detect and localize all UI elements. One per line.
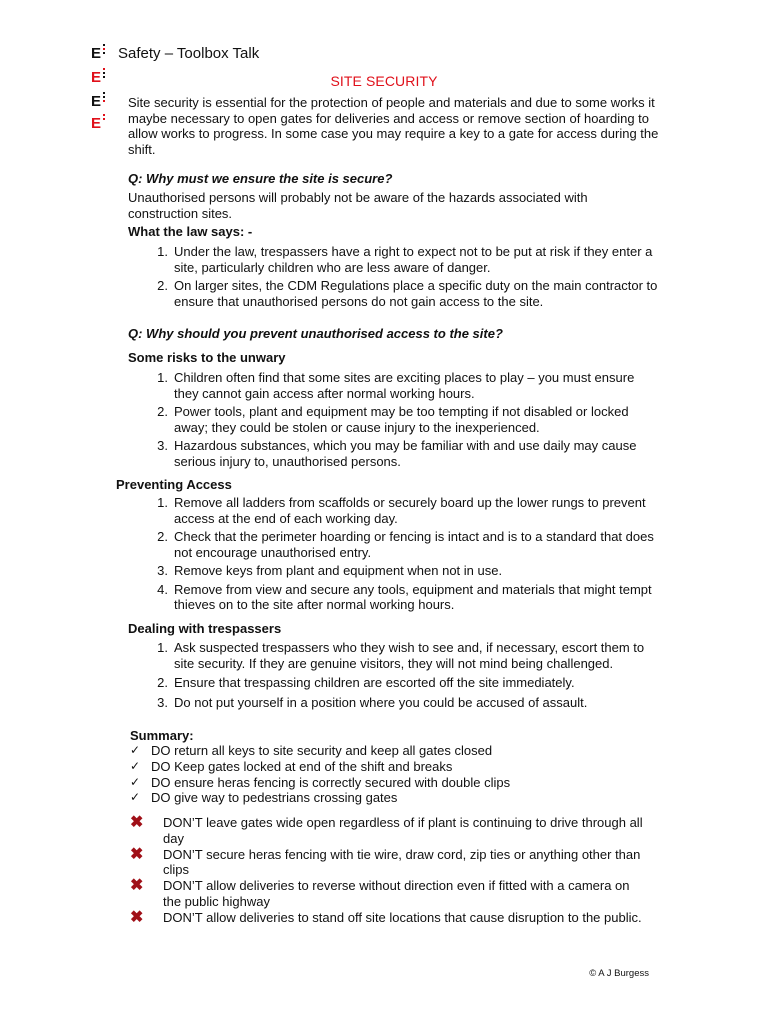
trespassers-list bbox=[157, 640, 649, 710]
list-item: 1. Ask suspected trespassers who they wish to see and, if necessary, escort them to site security. If they are genuine visitors, they will not mind being challenged. bbox=[157, 640, 645, 671]
intro-paragraph: Site security is essential for the protection of people and materials and due to some works it maybe necessary to open gates for deliveries and access or remove section of hoarding to allow works to progress. In some case you may require a key to a gate for access during the shift. bbox=[128, 95, 659, 157]
list-item: 2. Power tools, plant and equipment may be too tempting if not disabled or locked away; they could be stolen or cause injury to the inexperienced. bbox=[157, 404, 629, 435]
summary-heading: Summary: bbox=[130, 728, 194, 743]
question-2: Q: Why should you prevent unauthorised access to the site? bbox=[128, 326, 503, 341]
list-item: 1. Remove all ladders from scaffolds or securely board up the lower rungs to prevent access at the end of each working day. bbox=[157, 495, 646, 526]
question-1: Q: Why must we ensure the site is secure? bbox=[128, 171, 393, 186]
cross-icon: ✖ bbox=[130, 877, 144, 894]
cross-icon: ✖ bbox=[130, 908, 144, 926]
cross-icon: ✖ bbox=[130, 814, 144, 831]
dont-item: ✖ DON’T leave gates wide open regardless of if plant is continuing to drive through all day bbox=[130, 814, 643, 846]
dont-item: ✖ DON’T secure heras fencing with tie wire, draw cord, zip ties or anything other than clips bbox=[130, 845, 641, 877]
do-item: ✓ DO ensure heras fencing is correctly secured with double clips bbox=[130, 774, 511, 790]
logo-letter: E bbox=[91, 115, 102, 132]
checkmark-icon: ✓ bbox=[130, 774, 141, 789]
do-item: ✓ DO return all keys to site security and keep all gates closed bbox=[130, 743, 493, 758]
list-item: 3. Remove keys from plant and equipment when not in use. bbox=[157, 563, 503, 578]
document-title: SITE SECURITY bbox=[330, 73, 438, 89]
dont-item: ✖ DON’T allow deliveries to reverse without direction even if fitted with a camera on the public highway bbox=[130, 877, 630, 909]
logo-dots bbox=[103, 114, 106, 122]
preventing-list bbox=[157, 495, 659, 613]
list-item: 3. Do not put yourself in a position where you could be accused of assault. bbox=[157, 694, 588, 710]
cross-icon: ✖ bbox=[130, 845, 144, 863]
do-list bbox=[130, 743, 510, 806]
list-item: 4. Remove from view and secure any tools, equipment and materials that might tempt thieves on to the site after normal working hours. bbox=[157, 581, 652, 612]
law-list bbox=[157, 244, 664, 309]
checkmark-icon: ✓ bbox=[130, 758, 141, 773]
list-item: 1. Children often find that some sites are exciting places to play – you must ensure they cannot gain access after normal working hours. bbox=[157, 370, 635, 401]
checkmark-icon: ✓ bbox=[130, 743, 141, 757]
header-title: Safety – Toolbox Talk bbox=[118, 45, 260, 62]
do-item: ✓ DO give way to pedestrians crossing gates bbox=[130, 790, 398, 806]
list-item: 1. Under the law, trespassers have a right to expect not to be put at risk if they enter a site, particularly children who are less aware of danger. bbox=[157, 244, 653, 275]
risks-heading: Some risks to the unwary bbox=[128, 350, 286, 365]
answer-1: Unauthorised persons will probably not be aware of the hazards associated with construction sites. bbox=[128, 190, 588, 221]
list-item: 3. Hazardous substances, which you may be familiar with and use daily may cause serious injury to, unauthorised persons. bbox=[157, 438, 637, 469]
dont-list bbox=[130, 815, 650, 926]
law-heading: What the law says: - bbox=[128, 224, 253, 239]
logo-letter: E bbox=[91, 45, 102, 62]
list-item: 2. Check that the perimeter hoarding or fencing is intact and is to a standard that does not encourage unauthorised entry. bbox=[157, 529, 654, 560]
logo-letter: E bbox=[91, 69, 102, 86]
dont-item: ✖ DON’T allow deliveries to stand off site locations that cause disruption to the public. bbox=[130, 908, 642, 926]
logo-letter: E bbox=[91, 93, 102, 110]
logo-dots bbox=[103, 92, 106, 104]
list-item: 2. On larger sites, the CDM Regulations place a specific duty on the main contractor to ensure that unauthorised persons do not gain access to the site. bbox=[157, 278, 658, 309]
risks-list bbox=[157, 370, 654, 469]
list-item: 2. Ensure that trespassing children are escorted off the site immediately. bbox=[157, 675, 575, 690]
logo-dots bbox=[103, 44, 106, 56]
trespassers-heading: Dealing with trespassers bbox=[128, 621, 282, 636]
preventing-heading: Preventing Access bbox=[116, 477, 232, 492]
checkmark-icon: ✓ bbox=[130, 790, 141, 805]
do-item: ✓ DO Keep gates locked at end of the shift and breaks bbox=[130, 758, 453, 774]
copyright-notice: © A J Burgess bbox=[589, 968, 649, 979]
